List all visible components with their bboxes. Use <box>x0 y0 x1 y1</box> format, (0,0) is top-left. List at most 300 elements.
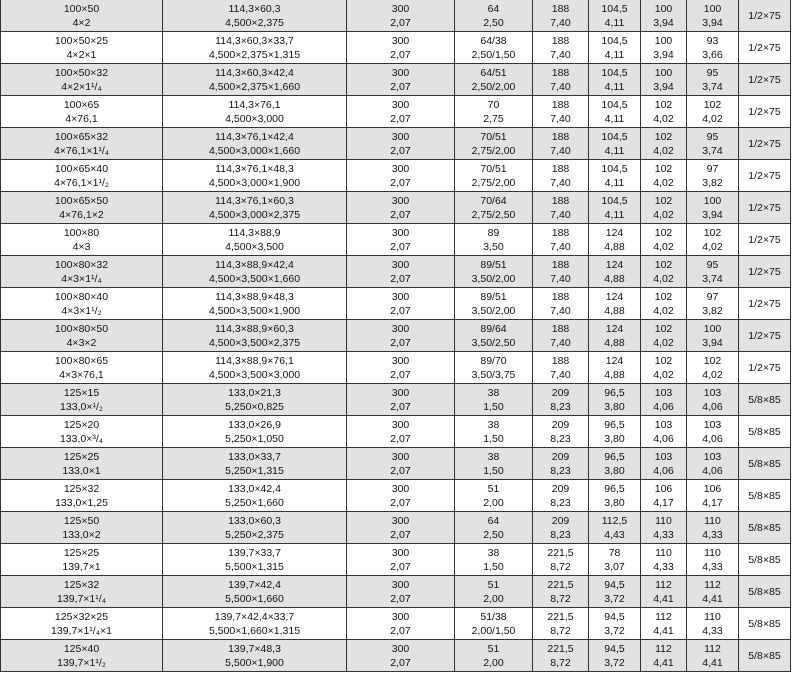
dim-d-cell-metric: 102 <box>703 98 722 111</box>
pressure-cell <box>347 320 455 352</box>
dim-a-cell <box>533 448 589 480</box>
bore-cell-metric: 64/38 <box>480 34 507 47</box>
dim-d-cell-metric: 93 <box>706 34 719 47</box>
bore-cell <box>455 384 533 416</box>
dim-c-cell <box>641 576 687 608</box>
outside-diameter-cell-imperial: 4,500×3,000×2,375 <box>208 208 301 221</box>
outside-diameter-cell-imperial: 4,500×2,375 <box>225 16 284 29</box>
dim-c-cell-imperial: 4,02 <box>653 304 674 317</box>
size-cell-metric: 100×65×40 <box>54 162 109 175</box>
table-row <box>1 352 791 384</box>
pressure-cell-metric: 300 <box>391 546 410 559</box>
dim-d-cell <box>687 320 739 352</box>
dim-d-cell-imperial: 3,74 <box>702 144 723 157</box>
bore-cell-metric: 89/51 <box>480 258 507 271</box>
dim-b-cell-imperial: 3,80 <box>604 432 625 445</box>
bolt-cell: 1/2×75 <box>739 224 791 256</box>
outside-diameter-cell-imperial: 5,250×0,825 <box>225 400 284 413</box>
dim-d-cell-imperial: 3,66 <box>702 48 723 61</box>
bolt-cell: 5/8×85 <box>739 576 791 608</box>
pressure-cell-imperial: 2,07 <box>390 624 411 637</box>
pressure-cell-imperial: 2,07 <box>390 112 411 125</box>
table-row <box>1 640 791 672</box>
pressure-cell-imperial: 2,07 <box>390 656 411 669</box>
table-row <box>1 448 791 480</box>
dim-c-cell-imperial: 4,02 <box>653 176 674 189</box>
dim-a-cell-imperial: 7,40 <box>550 272 571 285</box>
size-cell <box>1 64 163 96</box>
dim-a-cell-metric: 188 <box>551 34 570 47</box>
dim-c-cell-metric: 102 <box>654 98 673 111</box>
bore-cell-imperial: 2,50 <box>483 16 504 29</box>
dim-c-cell-imperial: 3,94 <box>653 48 674 61</box>
dim-d-cell <box>687 96 739 128</box>
pressure-cell-metric: 300 <box>391 2 410 15</box>
pressure-cell <box>347 288 455 320</box>
dim-b-cell-metric: 104,5 <box>601 162 628 175</box>
bore-cell-metric: 38 <box>487 450 500 463</box>
dim-a-cell <box>533 96 589 128</box>
bore-cell-metric: 64 <box>487 514 500 527</box>
dim-d-cell <box>687 0 739 32</box>
dim-b-cell-imperial: 3,72 <box>604 592 625 605</box>
bolt-cell: 1/2×75 <box>739 192 791 224</box>
dim-d-cell-metric: 110 <box>704 610 721 623</box>
dim-b-cell <box>589 64 641 96</box>
dim-a-cell <box>533 32 589 64</box>
outside-diameter-cell-metric: 139,7×42,4 <box>228 578 281 591</box>
table-row <box>1 608 791 640</box>
dim-a-cell-imperial: 8,72 <box>550 592 571 605</box>
dim-c-cell-metric: 102 <box>654 194 673 207</box>
dim-b-cell-metric: 124 <box>605 290 624 303</box>
outside-diameter-cell <box>163 288 347 320</box>
outside-diameter-cell-imperial: 4,500×3,500×1,900 <box>208 304 301 317</box>
dim-a-cell-metric: 188 <box>551 2 570 15</box>
bore-cell-metric: 70 <box>487 98 500 111</box>
pressure-cell-metric: 300 <box>391 66 410 79</box>
table-row <box>1 192 791 224</box>
size-cell-metric: 100×65×50 <box>54 194 109 207</box>
outside-diameter-cell-imperial: 4,500×2,375×1,660 <box>208 80 301 93</box>
dim-a-cell <box>533 608 589 640</box>
dim-d-cell-metric: 112 <box>704 642 721 655</box>
dim-d-cell-metric: 97 <box>706 290 719 303</box>
size-cell <box>1 224 163 256</box>
dim-d-cell-imperial: 4,06 <box>702 400 723 413</box>
bore-cell <box>455 64 533 96</box>
outside-diameter-cell-imperial: 5,250×1,315 <box>225 464 284 477</box>
pressure-cell <box>347 480 455 512</box>
pressure-cell <box>347 576 455 608</box>
bore-cell-imperial: 1,50 <box>483 400 504 413</box>
pressure-cell-metric: 300 <box>391 386 410 399</box>
outside-diameter-cell <box>163 64 347 96</box>
bore-cell <box>455 608 533 640</box>
dim-b-cell <box>589 288 641 320</box>
bore-cell <box>455 288 533 320</box>
dim-b-cell <box>589 256 641 288</box>
size-cell <box>1 448 163 480</box>
dim-d-cell-metric: 103 <box>703 450 722 463</box>
size-cell-metric: 125×32 <box>63 578 100 591</box>
size-cell-imperial: 4×3×2 <box>66 336 97 349</box>
dim-a-cell <box>533 224 589 256</box>
size-cell-imperial: 133,0×¹/₂ <box>60 400 103 413</box>
dim-d-cell-imperial: 3,74 <box>702 80 723 93</box>
dim-c-cell-metric: 102 <box>654 322 673 335</box>
outside-diameter-cell-imperial: 4,500×3,500×3,000 <box>208 368 301 381</box>
dim-d-cell-imperial: 3,74 <box>702 272 723 285</box>
dim-d-cell-metric: 95 <box>706 130 719 143</box>
dim-d-cell <box>687 384 739 416</box>
dim-a-cell-metric: 188 <box>551 66 570 79</box>
outside-diameter-cell-metric: 139,7×42,4×33,7 <box>214 610 295 623</box>
outside-diameter-cell <box>163 384 347 416</box>
pressure-cell <box>347 128 455 160</box>
table-row <box>1 288 791 320</box>
dim-b-cell-metric: 124 <box>605 322 624 335</box>
bore-cell-metric: 38 <box>487 546 500 559</box>
bore-cell-imperial: 2,50 <box>483 528 504 541</box>
outside-diameter-cell-metric: 114,3×88,9×60,3 <box>215 322 294 335</box>
dim-b-cell-metric: 96,5 <box>604 418 625 431</box>
pressure-cell-metric: 300 <box>391 290 410 303</box>
dim-b-cell <box>589 160 641 192</box>
bore-cell-imperial: 3,50/2,00 <box>471 272 516 285</box>
dim-d-cell-imperial: 4,02 <box>702 112 723 125</box>
size-cell <box>1 288 163 320</box>
pressure-cell-imperial: 2,07 <box>390 336 411 349</box>
table-row <box>1 128 791 160</box>
dim-c-cell <box>641 160 687 192</box>
bolt-cell: 5/8×85 <box>739 384 791 416</box>
dim-a-cell-metric: 221,5 <box>547 578 574 591</box>
dim-d-cell-metric: 103 <box>703 418 722 431</box>
dim-c-cell-imperial: 4,02 <box>653 368 674 381</box>
outside-diameter-cell-metric: 114,3×76,1 <box>228 98 281 111</box>
dim-a-cell-imperial: 8,23 <box>550 496 571 509</box>
dim-c-cell <box>641 544 687 576</box>
dim-a-cell <box>533 512 589 544</box>
pressure-cell-imperial: 2,07 <box>390 464 411 477</box>
outside-diameter-cell-metric: 133,0×42,4 <box>228 482 281 495</box>
dim-a-cell <box>533 160 589 192</box>
table-row <box>1 32 791 64</box>
bolt-cell: 5/8×85 <box>739 480 791 512</box>
table-row <box>1 512 791 544</box>
bore-cell <box>455 416 533 448</box>
bolt-cell: 1/2×75 <box>739 352 791 384</box>
pressure-cell-imperial: 2,07 <box>390 48 411 61</box>
dim-c-cell <box>641 96 687 128</box>
bolt-cell: 5/8×85 <box>739 448 791 480</box>
dim-b-cell-imperial: 3,07 <box>604 560 625 573</box>
dim-b-cell-metric: 78 <box>608 546 621 559</box>
dim-b-cell <box>589 544 641 576</box>
dim-c-cell <box>641 480 687 512</box>
dim-b-cell-imperial: 3,80 <box>604 400 625 413</box>
outside-diameter-cell-imperial: 4,500×3,000×1,900 <box>208 176 301 189</box>
dim-c-cell-metric: 103 <box>654 418 673 431</box>
pressure-cell-metric: 300 <box>391 450 410 463</box>
bore-cell <box>455 640 533 672</box>
dim-c-cell <box>641 224 687 256</box>
bore-cell-metric: 70/51 <box>480 130 507 143</box>
dim-b-cell-metric: 124 <box>605 226 624 239</box>
size-cell-metric: 100×50×32 <box>54 66 109 79</box>
dim-d-cell-imperial: 4,06 <box>702 464 723 477</box>
bore-cell <box>455 0 533 32</box>
dim-b-cell-imperial: 3,80 <box>604 496 625 509</box>
size-cell-imperial: 4×76,1×1¹/₄ <box>53 144 110 157</box>
bore-cell-imperial: 3,50/2,00 <box>471 304 516 317</box>
dim-a-cell-imperial: 7,40 <box>550 208 571 221</box>
dim-c-cell-metric: 102 <box>654 130 673 143</box>
dim-b-cell <box>589 640 641 672</box>
dim-d-cell-metric: 103 <box>703 386 722 399</box>
outside-diameter-cell-metric: 133,0×26,9 <box>228 418 281 431</box>
dim-a-cell-imperial: 7,40 <box>550 368 571 381</box>
pressure-cell-metric: 300 <box>391 642 410 655</box>
bore-cell-metric: 51 <box>487 642 500 655</box>
outside-diameter-cell-imperial: 5,500×1,900 <box>225 656 284 669</box>
bore-cell-imperial: 3,50/3,75 <box>471 368 516 381</box>
pressure-cell <box>347 0 455 32</box>
size-cell-imperial: 4×2×1¹/₄ <box>61 80 102 93</box>
dim-c-cell-metric: 100 <box>654 34 673 47</box>
dim-c-cell <box>641 256 687 288</box>
outside-diameter-cell <box>163 320 347 352</box>
size-cell-metric: 100×80×50 <box>54 322 109 335</box>
dim-a-cell-metric: 188 <box>551 226 570 239</box>
dim-c-cell <box>641 0 687 32</box>
size-cell-metric: 100×50×25 <box>54 34 109 47</box>
bore-cell-metric: 89/51 <box>480 290 507 303</box>
dim-d-cell-metric: 102 <box>703 226 722 239</box>
bore-cell-imperial: 2,00 <box>483 496 504 509</box>
dim-a-cell-imperial: 7,40 <box>550 80 571 93</box>
pressure-cell-metric: 300 <box>391 258 410 271</box>
dim-b-cell-metric: 104,5 <box>601 194 628 207</box>
dim-c-cell-imperial: 4,41 <box>653 624 674 637</box>
dim-d-cell-metric: 112 <box>704 578 721 591</box>
bore-cell <box>455 320 533 352</box>
bore-cell <box>455 96 533 128</box>
dim-d-cell-metric: 95 <box>706 258 719 271</box>
outside-diameter-cell <box>163 352 347 384</box>
dim-c-cell <box>641 512 687 544</box>
dim-a-cell-imperial: 7,40 <box>550 48 571 61</box>
dim-a-cell-imperial: 8,23 <box>550 400 571 413</box>
pressure-cell-imperial: 2,07 <box>390 592 411 605</box>
pressure-cell <box>347 64 455 96</box>
outside-diameter-cell-metric: 114,3×76,1×42,4 <box>215 130 294 143</box>
dim-c-cell <box>641 416 687 448</box>
bore-cell-imperial: 3,50/2,50 <box>471 336 516 349</box>
outside-diameter-cell <box>163 448 347 480</box>
dim-b-cell-imperial: 3,72 <box>604 656 625 669</box>
bore-cell-metric: 89/70 <box>480 354 507 367</box>
dim-c-cell <box>641 384 687 416</box>
dim-c-cell <box>641 320 687 352</box>
dim-d-cell-metric: 97 <box>706 162 719 175</box>
size-cell-imperial: 133,0×2 <box>62 528 101 541</box>
bore-cell-imperial: 2,75/2,00 <box>471 176 516 189</box>
bolt-cell: 1/2×75 <box>739 160 791 192</box>
dim-c-cell <box>641 448 687 480</box>
dim-b-cell-metric: 112,5 <box>601 514 628 527</box>
dim-b-cell-imperial: 4,11 <box>604 48 625 61</box>
dim-b-cell-metric: 94,5 <box>604 610 625 623</box>
dim-d-cell-imperial: 4,41 <box>702 592 723 605</box>
pressure-cell-imperial: 2,07 <box>390 400 411 413</box>
dim-d-cell-imperial: 4,41 <box>702 656 723 669</box>
bore-cell-metric: 51/38 <box>480 610 507 623</box>
bolt-cell: 1/2×75 <box>739 96 791 128</box>
dim-d-cell <box>687 256 739 288</box>
outside-diameter-cell-metric: 114,3×88,9×42,4 <box>215 258 294 271</box>
bore-cell <box>455 128 533 160</box>
dim-d-cell-metric: 102 <box>703 354 722 367</box>
dim-a-cell-metric: 188 <box>551 162 570 175</box>
dim-c-cell <box>641 288 687 320</box>
outside-diameter-cell-metric: 114,3×60,3×42,4 <box>215 66 294 79</box>
dim-a-cell <box>533 288 589 320</box>
pressure-cell-imperial: 2,07 <box>390 368 411 381</box>
bolt-cell: 1/2×75 <box>739 32 791 64</box>
dim-d-cell <box>687 416 739 448</box>
size-cell-imperial: 4×2×1 <box>66 48 97 61</box>
outside-diameter-cell-imperial: 5,250×1,660 <box>225 496 284 509</box>
dim-c-cell-imperial: 4,06 <box>653 464 674 477</box>
bore-cell-imperial: 1,50 <box>483 560 504 573</box>
pressure-cell <box>347 352 455 384</box>
dim-a-cell-metric: 188 <box>551 354 570 367</box>
outside-diameter-cell <box>163 192 347 224</box>
outside-diameter-cell-metric: 133,0×60,3 <box>228 514 281 527</box>
bore-cell <box>455 512 533 544</box>
pressure-cell-imperial: 2,07 <box>390 528 411 541</box>
pressure-cell <box>347 512 455 544</box>
size-cell-metric: 100×50 <box>63 2 100 15</box>
outside-diameter-cell <box>163 640 347 672</box>
bore-cell-imperial: 1,50 <box>483 464 504 477</box>
dim-c-cell <box>641 640 687 672</box>
dim-a-cell-metric: 209 <box>551 514 570 527</box>
dim-b-cell-metric: 124 <box>605 354 624 367</box>
outside-diameter-cell-imperial: 5,250×2,375 <box>225 528 284 541</box>
outside-diameter-cell <box>163 32 347 64</box>
outside-diameter-cell-imperial: 5,250×1,050 <box>225 432 284 445</box>
pressure-cell <box>347 448 455 480</box>
dim-b-cell <box>589 320 641 352</box>
bore-cell-imperial: 3,50 <box>483 240 504 253</box>
dim-b-cell-metric: 94,5 <box>604 642 625 655</box>
dim-b-cell <box>589 448 641 480</box>
bore-cell <box>455 224 533 256</box>
dim-c-cell <box>641 352 687 384</box>
outside-diameter-cell <box>163 256 347 288</box>
outside-diameter-cell-imperial: 4,500×2,375×1,315 <box>208 48 301 61</box>
size-cell-imperial: 4×3×1¹/₄ <box>61 272 102 285</box>
dim-c-cell <box>641 192 687 224</box>
dim-a-cell-imperial: 8,23 <box>550 464 571 477</box>
size-cell <box>1 608 163 640</box>
bore-cell-imperial: 2,75 <box>483 112 504 125</box>
dim-d-cell <box>687 288 739 320</box>
outside-diameter-cell-metric: 114,3×60,3 <box>228 2 281 15</box>
bolt-cell: 1/2×75 <box>739 128 791 160</box>
size-cell-imperial: 4×76,1×2 <box>59 208 104 221</box>
bore-cell-imperial: 2,00/1,50 <box>471 624 516 637</box>
size-cell <box>1 192 163 224</box>
pressure-cell-metric: 300 <box>391 418 410 431</box>
outside-diameter-cell-imperial: 5,500×1,315 <box>225 560 284 573</box>
outside-diameter-cell-imperial: 4,500×3,000 <box>225 112 284 125</box>
dim-d-cell-imperial: 4,02 <box>702 240 723 253</box>
outside-diameter-cell <box>163 576 347 608</box>
dim-b-cell-imperial: 4,11 <box>604 208 625 221</box>
pressure-cell-metric: 300 <box>391 34 410 47</box>
size-cell-imperial: 133,0×³/₄ <box>59 432 104 445</box>
pressure-cell <box>347 256 455 288</box>
dim-d-cell-metric: 100 <box>703 194 722 207</box>
dim-c-cell-metric: 102 <box>654 162 673 175</box>
dim-c-cell-metric: 100 <box>654 66 673 79</box>
dim-c-cell-metric: 102 <box>654 354 673 367</box>
bolt-cell: 1/2×75 <box>739 256 791 288</box>
dim-c-cell-metric: 100 <box>654 2 673 15</box>
dim-c-cell-imperial: 4,41 <box>653 656 674 669</box>
outside-diameter-cell-metric: 114,3×88,9×48,3 <box>215 290 294 303</box>
bore-cell <box>455 576 533 608</box>
bore-cell-imperial: 2,75/2,00 <box>471 144 516 157</box>
outside-diameter-cell <box>163 512 347 544</box>
size-cell <box>1 480 163 512</box>
table-row <box>1 224 791 256</box>
bore-cell <box>455 352 533 384</box>
dim-c-cell-imperial: 4,02 <box>653 336 674 349</box>
dim-b-cell <box>589 416 641 448</box>
pressure-cell <box>347 608 455 640</box>
outside-diameter-cell-metric: 114,3×76,1×48,3 <box>215 162 294 175</box>
size-cell-imperial: 139,7×1¹/₂ <box>57 656 106 669</box>
dim-a-cell-metric: 209 <box>551 386 570 399</box>
dim-b-cell-metric: 96,5 <box>604 386 625 399</box>
bore-cell-metric: 38 <box>487 418 500 431</box>
pressure-cell <box>347 544 455 576</box>
outside-diameter-cell <box>163 608 347 640</box>
dim-d-cell <box>687 224 739 256</box>
dim-a-cell <box>533 576 589 608</box>
dim-a-cell-metric: 209 <box>551 482 570 495</box>
dim-a-cell <box>533 64 589 96</box>
table-body <box>1 0 791 672</box>
size-cell <box>1 256 163 288</box>
bolt-cell: 1/2×75 <box>739 64 791 96</box>
dim-c-cell <box>641 64 687 96</box>
bore-cell-metric: 89 <box>487 226 500 239</box>
dim-a-cell <box>533 320 589 352</box>
dim-c-cell-imperial: 4,06 <box>653 432 674 445</box>
dim-a-cell-imperial: 8,23 <box>550 432 571 445</box>
dim-a-cell-metric: 221,5 <box>547 642 574 655</box>
dim-a-cell-metric: 221,5 <box>547 546 574 559</box>
pressure-cell-imperial: 2,07 <box>390 176 411 189</box>
outside-diameter-cell <box>163 128 347 160</box>
bolt-cell: 5/8×85 <box>739 608 791 640</box>
